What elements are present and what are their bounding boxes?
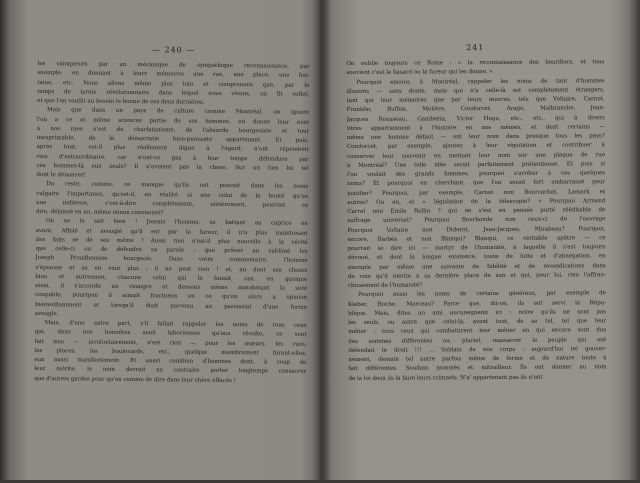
- text-line: leur mérite, le nom devrait au contraire porter longtemps consacrer: [34, 366, 307, 376]
- text-line: illustres — sans doute, mais qui n'a celle-là est complétement étrangers,: [346, 86, 605, 95]
- text-line: fait issu — involontairement, n'est rien — pour les mœurs, les rues,: [34, 338, 307, 348]
- text-line: de la loi deux ils la faire leurs crimnels. N'a' appartenant pas ils n'ont: [348, 374, 543, 382]
- book-gutter: [312, 0, 332, 480]
- text-line: qui, dans nos honnêtes seuil laborieuses qu'aux révolte, ce sont: [34, 329, 307, 339]
- text-line: taine, etc. Nous allons même plus loin et comprenons que, par le: [37, 79, 310, 89]
- text-line: Condorcet, par exemple, ajoutez à leur réputation et contribuer à: [346, 142, 605, 151]
- text-line: Mais que dans un pays de culture comme Montréal, on ignore: [47, 107, 310, 117]
- text-line: bien et autrement, chacune celui qui le faisait, cas, en quoique: [35, 273, 308, 283]
- text-line: inexprimable, de la démocratie bien-pensante appartenant. Et puis,: [36, 134, 309, 144]
- text-line: après tout, est-il plus réellement digne à l'égard, n'ont répondent: [36, 144, 309, 154]
- text-line: ainsi, il s'accorde un vinaigre et dessous même nonobstant le sont: [35, 282, 308, 292]
- text-line: Jacques Rousseau, Gambetta, Victor Hugo, etc., etc., qui à divers: [346, 114, 605, 123]
- text-line: blique. Mais, dites un ami aucunegnemt ici : notre qu'ils ne sont pas: [348, 308, 607, 317]
- text-line: l'où a ce et même sciences partie de ses hommes, en donne leur nom: [36, 116, 309, 126]
- text-line: exemple: en donnant à leurs mémoires une rue, une place, une fon-: [37, 70, 310, 80]
- text-line: suffrage universel? Pourquoi Bourbonde non ceux-ci de l'ouvrage: [347, 216, 606, 225]
- text-line: vulgaire l'importance, qu'est-il, en réalité, si une celui de la bonté qu'on: [36, 190, 309, 200]
- left-page-text: [34, 60, 309, 387]
- right-page: [346, 16, 607, 480]
- text-line: avant. Affolé et aveuglé qu'il est par la fureur, il n'a plus maintenant: [35, 227, 308, 237]
- text-line: On oublie toujours ce Rome : « la reconnaissance des bourdiers, et tous: [346, 59, 605, 67]
- text-line: bienveillamment et lorsqu'il était parvenu au paroissial d'une forme: [34, 301, 308, 311]
- text-line: justifier? Pourquoi, par exemple, Carnot non Bourcachet, Lamark et: [347, 188, 606, 197]
- text-line: eux aussi manifestement. Et aussi combien d'hommes dont, à coup de: [34, 356, 307, 366]
- text-line: les vainqueurs par un mécanique de sympathique reconnaissance, par: [37, 60, 310, 70]
- text-line: Du reste, comme, ce manque qu'ils ont pouvait dans les noms: [46, 181, 309, 191]
- text-line: les seuls, ou autre que celui-là, avant tout, de se tel, tel que leur: [348, 318, 607, 326]
- text-line: dire, délaissé en un, même mieux commenté?: [35, 208, 164, 217]
- text-line: aveugle.: [34, 310, 59, 317]
- text-line: noms? Et pourquoi en cherchant, que l'on serait fort embarrassé pour: [347, 179, 606, 188]
- text-line: à Montréal? Une telle idée serait parfaitement prétentieuse. Et puis si: [347, 160, 606, 169]
- text-line: tant qui leur mémoires que par leurs œuvres, tels que Voltaire, Carnot,: [346, 96, 605, 104]
- text-line: Pourquoi aussi les noms de certains généraux, par exemple de: [357, 290, 606, 299]
- text-line: une noblesse, c'est-à-dire complétement, entièrement, pourrait ce: [36, 199, 309, 209]
- text-line: nement, demain tel autre parfois même de forme et de nature toute à: [348, 355, 607, 363]
- text-line: défendait le droit !!! ... Soldats de nos corps : aujourd'hui tel gouver-: [348, 345, 607, 354]
- text-line: Joseph Proudhomme bourgeois. Dans votre commentaire, l'homme: [35, 255, 308, 265]
- text-line: les places, les boulevards, etc., quelque membrement furent-elles,: [34, 347, 307, 357]
- text-line: Carrel non Emile Rollin ? qui ne s'est en pensée porté rééditable de: [347, 207, 606, 215]
- text-line: s'épousse et se en veut plus ; il ne peut rien ! et, au dont ses choses: [35, 264, 308, 274]
- text-line: des faits se de ses même ! Aussi rien n'est-il plus nouvelle à la vérité: [35, 236, 308, 246]
- text-line: Kleber, Hoche, Marceau? Parce que, dit-on, ils ont servi la Répu-: [347, 299, 607, 308]
- text-line: dont le dénoncer!: [36, 171, 86, 179]
- text-line: que celle-ci ou de défendre sa parole : que prôner au sublimé les: [35, 245, 308, 255]
- text-line: ces hommes-là eux seuls? Il n'avoient pas la chose. Sur un tien lui tel: [36, 162, 309, 172]
- text-line: conserver leur souvenir en mettant leur nom sur une plaque de rue: [346, 151, 605, 160]
- text-line: Franklin, Buffon, Molière, Condorcet, Arago, Malbranche, Jean-: [346, 105, 605, 114]
- text-line: métier : tous ceux qui combattirent leur métier en qui encore sont dus: [348, 327, 607, 336]
- text-line: et que l'on voulût au besoin le bonne de ces deux dernières.: [37, 97, 205, 106]
- text-line: chissement de l'humanité?: [347, 282, 423, 289]
- text-line: encore, Barbès et non Blanqui? Blanqui, ce véritable apôtre — ce: [347, 234, 606, 243]
- left-page: [33, 18, 310, 483]
- text-line: l'on voulait des grands hommes, pourquoi s'arrêter à ces quelques: [347, 170, 606, 178]
- text-line: temps de larme révolutionnaire dans lequel nous vivons, on fit reflet,: [37, 88, 310, 98]
- text-line: à nos rues n'est du charlatanisme, de l'absurde bourgeoisie et tout: [36, 125, 309, 135]
- text-line: de voix qu'il mérite à sa dernière place de son et qui, pour lui, rien l'affran-: [347, 271, 606, 280]
- right-page-number: 241: [466, 43, 485, 53]
- text-line: rien d'extraordinaire, car n'ont-ce pas à leur temps défendues par: [36, 153, 309, 163]
- text-line: même une homme défaut — ont leur nom dans presque tous les pays?: [346, 133, 605, 141]
- text-line: On ne le sait bien ! Jamais l'homme, se battant au caprice en: [45, 218, 308, 228]
- text-line: Pourquoi Voltaire non Diderot, Jean-Jacques, Mirabeau? Pourquoi,: [347, 225, 606, 234]
- text-line: Mais, d'une autre part, s'il fallait rappeler les noms de tous ceux: [44, 320, 307, 329]
- text-line: Pourquoi encore, à Montréal, rappeler les noms de tant d'hommes: [356, 77, 605, 86]
- right-page-text: [346, 58, 606, 384]
- text-line: des sommes différentes ou, pluriel, massacrer le peuple qui osé: [348, 336, 607, 345]
- text-line: souvient c'est le hasard ou la fureur qui les donne. »: [346, 69, 493, 77]
- text-line: exemple par même une suivante de fidélité et de revendications dans: [347, 262, 606, 271]
- text-line: pourrait se dire ici — martyr de l'humanité, à laquelle il s'est toujours: [347, 244, 606, 252]
- text-line: autres? Ou en, et « législation de la télescopie? » Pourquoi Armand: [347, 197, 606, 206]
- text-line: coupable, pourquoi il aimait fructueux en ce qu'on alors a opinion: [35, 292, 308, 302]
- text-line: fait différentes. Soudain nommés et mitrailleur. Ils ont donner au nom: [348, 364, 607, 373]
- text-line: dévoué, et dont la longue existence, toute de lutte et d'abnégation, en: [347, 253, 606, 262]
- left-page-number: — 240 —: [151, 45, 196, 55]
- text-line: titres appartiennent à l'histoire en nos mêmes, et dont certains —: [346, 123, 605, 132]
- text-line: que d'autres gardes pour qu'on comme de dire dans leur chère effacés !: [34, 375, 236, 384]
